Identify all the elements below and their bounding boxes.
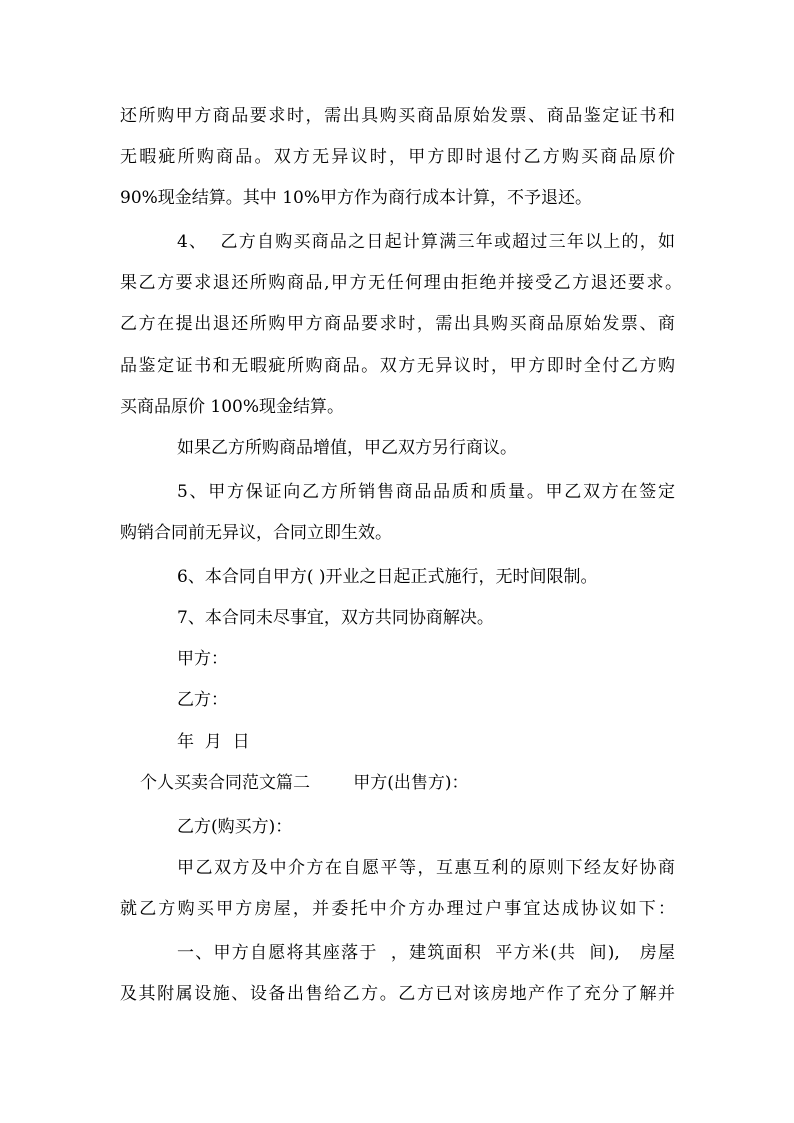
text-line: 甲方： <box>177 649 228 669</box>
text-line: 及其附属设施、设备出售给乙方。乙方已对该房地产作了充分了解并 <box>120 984 675 1004</box>
text-line: 个人买卖合同范文篇二 甲方(出售方)： <box>140 773 469 793</box>
text-line: 5、甲方保证向乙方所销售商品品质和质量。甲乙双方在签定 <box>177 482 675 502</box>
text-line: 7、本合同未尽事宜，双方共同协商解决。 <box>177 608 494 628</box>
text-line: 买商品原价 100%现金结算。 <box>120 397 345 417</box>
text-line: 无暇疵所购商品。双方无异议时，甲方即时退付乙方购买商品原价 <box>120 147 675 167</box>
text-line: 就乙方购买甲方房屋，并委托中介方办理过户事宜达成协议如下： <box>120 899 675 919</box>
text-line: 6、本合同自甲方( )开业之日起正式施行，无时间限制。 <box>177 567 598 587</box>
text-line: 果乙方要求退还所购商品,甲方无任何理由拒绝并接受乙方退还要求。 <box>120 273 682 293</box>
text-line: 乙方在提出退还所购甲方商品要求时，需出具购买商品原始发票、商 <box>120 314 675 334</box>
text-line: 90%现金结算。其中 10%甲方作为商行成本计算，不予退还。 <box>120 188 592 208</box>
text-line: 年 月 日 <box>177 732 250 752</box>
text-line: 一、甲方自愿将其座落于 ，建筑面积 平方米(共 间), 房屋 <box>177 943 675 963</box>
text-line: 购销合同前无异议，合同立即生效。 <box>120 523 392 543</box>
text-line: 甲乙双方及中介方在自愿平等，互惠互利的原则下经友好协商 <box>177 858 675 878</box>
text-line: 4、 乙方自购买商品之日起计算满三年或超过三年以上的，如 <box>177 232 675 252</box>
text-line: 如果乙方所购商品增值，甲乙双方另行商议。 <box>177 438 517 458</box>
text-line: 品鉴定证书和无暇疵所购商品。双方无异议时，甲方即时全付乙方购 <box>120 356 675 376</box>
text-line: 乙方(购买方)： <box>177 817 293 837</box>
text-line: 还所购甲方商品要求时，需出具购买商品原始发票、商品鉴定证书和 <box>120 106 675 126</box>
text-line: 乙方： <box>177 690 228 710</box>
